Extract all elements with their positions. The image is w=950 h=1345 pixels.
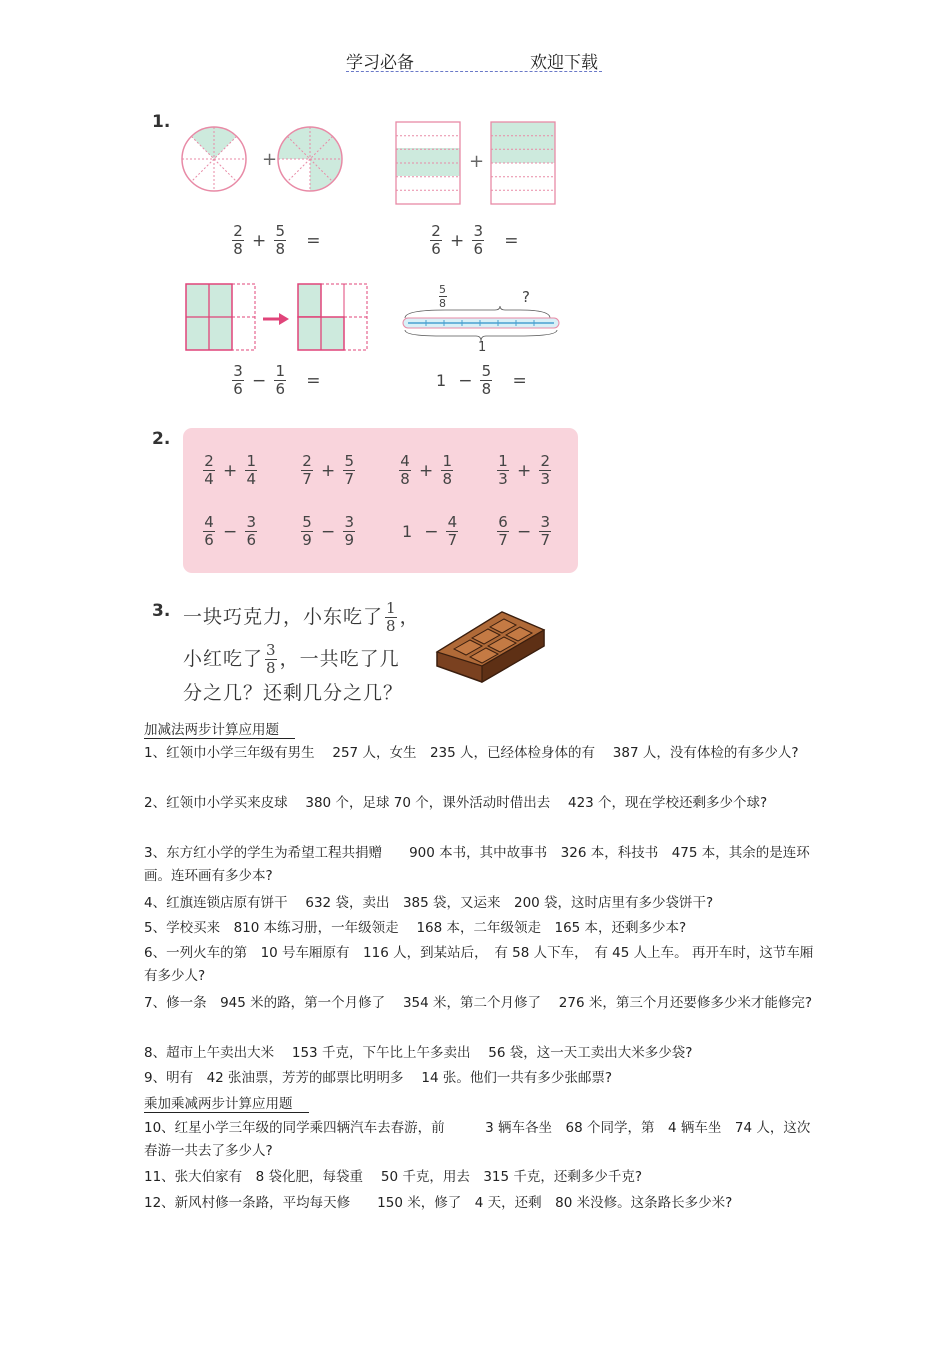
problem-12: 12、新风村修一条路，平均每天修 150 米，修了 4 天，还剩 80 米没修。这条路长多少米? xyxy=(144,1195,733,1211)
fraction: $\frac{3}{6}$ xyxy=(473,222,484,258)
q2-r2-expr-2: $\frac{5}{9}$ − $\frac{3}{9}$ xyxy=(302,513,355,549)
fraction: $\frac{5}{8}$ xyxy=(275,222,286,258)
q2-r1-expr-3: $\frac{4}{8}$ + $\frac{1}{8}$ xyxy=(400,452,453,488)
q1-expression-4 xyxy=(436,364,529,397)
line-label-fraction: $\frac{5}{8}$ xyxy=(439,283,446,310)
q2-r2-expr-3: 1 − $\frac{4}{7}$ xyxy=(402,513,458,549)
equals-sign: = xyxy=(306,370,321,391)
operator: − xyxy=(458,370,473,391)
equals-sign: = xyxy=(512,370,527,391)
q2-panel xyxy=(183,428,578,573)
problem-11: 11、张大伯家有 8 袋化肥，每袋重 50 千克，用去 315 千克，还剩多少千克? xyxy=(144,1169,643,1185)
fraction: $\frac{2}{6}$ xyxy=(431,222,441,258)
equals-sign: = xyxy=(504,230,519,251)
fraction: $\frac{5}{8}$ xyxy=(481,362,492,398)
fraction: $\frac{2}{8}$ xyxy=(233,222,243,258)
equals-sign: = xyxy=(306,230,321,251)
problem-9: 9、明有 42 张油票，芳芳的邮票比明明多 14 张。他们一共有多少张邮票? xyxy=(144,1070,612,1086)
fraction: $\frac{3}{6}$ xyxy=(233,362,243,398)
section-title-add-subtract: 加减法两步计算应用题 xyxy=(144,718,295,739)
problem-1: 1、红领巾小学三年级有男生 257 人，女生 235 人，已经体检身体的有 387 人，没有体检的有多少人? xyxy=(144,745,799,761)
line-whole-label: 1 xyxy=(478,340,487,355)
page-header xyxy=(0,46,950,76)
header-left: 学习必备 xyxy=(346,53,414,73)
problem-3: 3、东方红小学的学生为希望工程共捐赠 900 本书，其中故事书 326 本，科技书 475 本，其余的是连环画。连环画有多少本? xyxy=(144,845,810,884)
q2-r2-expr-1: $\frac{4}{6}$ − $\frac{3}{6}$ xyxy=(204,513,257,549)
section-title-multiply: 乘加乘减两步计算应用题 xyxy=(144,1092,309,1113)
q1-squares-figure xyxy=(183,282,373,352)
operator: + xyxy=(252,230,267,251)
q3-line-2: 小红吃了 $\frac{3}{8}$ ，一共吃了几 xyxy=(183,641,400,677)
q2-r1-expr-1: $\frac{2}{4}$ + $\frac{1}{4}$ xyxy=(204,452,257,488)
header-right: 欢迎下载 xyxy=(530,53,598,73)
whole-number: 1 xyxy=(436,371,447,390)
q2-r1-expr-4: $\frac{1}{3}$ + $\frac{2}{3}$ xyxy=(498,452,551,488)
header-underline xyxy=(346,71,602,72)
operator: − xyxy=(252,370,267,391)
q1-expression-3 xyxy=(232,364,323,397)
problem-2: 2、红领巾小学买来皮球 380 个，足球 70 个，课外活动时借出去 423 个，现在学校还剩多少个球? xyxy=(144,795,768,811)
problem-6: 6、一列火车的第 10 号车厢原有 116 人，到某站后， 有 58 人下车， 有 45 人上车。 再开车时，这节车厢有多少人? xyxy=(144,945,814,984)
svg-text:+: + xyxy=(262,149,278,170)
q3-line-3: 分之几？还剩几分之几？ xyxy=(183,682,404,704)
q2-r1-expr-2: $\frac{2}{7}$ + $\frac{5}{7}$ xyxy=(302,452,355,488)
q1-number-line xyxy=(400,302,562,342)
q3-number: 3. xyxy=(152,601,171,621)
q1-circles-figure xyxy=(180,125,345,193)
q2-number: 2. xyxy=(152,429,171,449)
fraction: $\frac{1}{6}$ xyxy=(275,362,286,398)
q1-rects-figure xyxy=(393,120,563,206)
q1-expression-2 xyxy=(430,224,521,257)
q1-number: 1. xyxy=(152,112,171,132)
q2-r2-expr-4: $\frac{6}{7}$ − $\frac{3}{7}$ xyxy=(498,513,551,549)
problem-10: 10、红星小学三年级的同学乘四辆汽车去春游，前 3 辆车各坐 68 个同学，第 4 辆车坐 74 人，这次春游一共去了多少人? xyxy=(144,1120,811,1159)
problem-5: 5、学校买来 810 本练习册，一年级领走 168 本，二年级领走 165 本，还剩多少本? xyxy=(144,920,687,936)
problem-7: 7、修一条 945 米的路，第一个月修了 354 米，第二个月修了 276 米，第三个月还要修多少米才能修完? xyxy=(144,995,813,1011)
problem-8: 8、超市上午卖出大米 153 千克，下午比上午多卖出 56 袋，这一天工卖出大米多少袋? xyxy=(144,1045,693,1061)
operator: + xyxy=(450,230,465,251)
problem-4: 4、红旗连锁店原有饼干 632 袋，卖出 385 袋，又运来 200 袋，这时店里有多少袋饼干? xyxy=(144,895,714,911)
chocolate-illustration xyxy=(432,604,550,684)
q3-line-1: 一块巧克力，小东吃了 $\frac{1}{8}$ ， xyxy=(183,599,420,635)
line-question-mark: ? xyxy=(522,288,530,306)
svg-text:+: + xyxy=(469,151,485,172)
q1-expression-1 xyxy=(232,224,323,257)
